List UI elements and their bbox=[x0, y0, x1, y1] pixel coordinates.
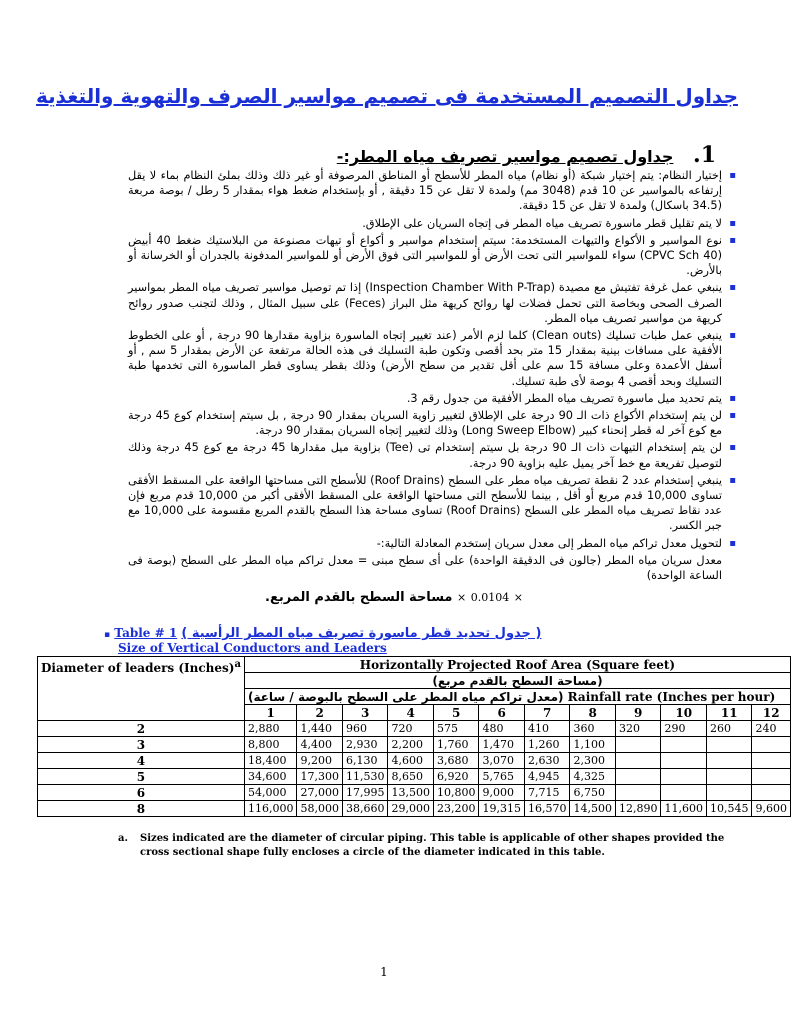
table-cell bbox=[706, 769, 752, 785]
table-cell bbox=[706, 737, 752, 753]
list-item: ▪ لا يتم تقليل قطر ماسورة تصريف مياه المطر فى إتجاه السريان على الإطلاق. bbox=[362, 216, 736, 230]
column-header: 10 bbox=[661, 705, 707, 721]
table-row bbox=[38, 801, 791, 817]
table-cell: 2,930 bbox=[342, 737, 388, 753]
list-item: ▪ ينبغي عمل غرفة تفتيش مع مصيدة (Inspection Chamber With P-Trap) إذا تم توصيل مواسير تصريف مياه المطر بمواسير الصرف الصحى وبخاصة التى تحمل فضلات لها روائح كريهة مثل البراز (Feces) على سبيل المثال , وذلك لتجنب صدور روائح كريهة من مواسير تصريف مياه المطر. bbox=[128, 281, 736, 325]
table-cell: 10,800 bbox=[433, 785, 479, 801]
table-row bbox=[38, 737, 791, 753]
table-cell: 3,070 bbox=[479, 753, 525, 769]
table-cell: 6,920 bbox=[433, 769, 479, 785]
table-cell: 14,500 bbox=[570, 801, 616, 817]
table-row bbox=[38, 721, 791, 737]
table-cell: 17,995 bbox=[342, 785, 388, 801]
table-cell: 19,315 bbox=[479, 801, 525, 817]
table-cell bbox=[615, 769, 661, 785]
list-item: ▪ ينبغي إستخدام عدد 2 نقطة تصريف مياه مطر على السطح (Roof Drains) للأسطح التى مساحتها الواقعة على المسقط الأفقى تساوى 10,000 قدم مربع أو أقل , بينما للأسطح التى مساحتها الواقعة على المسقط الأفقى أكبر من 10,000 قدم مربع فإن عدد نقاط تصريف مياه المطر على السطح (Roof Drains) تساوى مساحة هذا السطح بالقدم المربع مقسومة على 10,000 مع جبر الكسر. bbox=[128, 473, 736, 533]
section-label: جداول تصميم مواسير تصريف مياه المطر:- bbox=[336, 147, 674, 166]
column-header: 8 bbox=[570, 705, 616, 721]
column-header: 11 bbox=[706, 705, 752, 721]
list-item: ▪ يتم تحديد ميل ماسورة تصريف مياه المطر الأفقية من جدول رقم 3. bbox=[406, 391, 736, 405]
table-cell: 7,715 bbox=[524, 785, 570, 801]
table-cell: 1,100 bbox=[570, 737, 616, 753]
section-heading bbox=[337, 142, 716, 168]
table-cell: 27,000 bbox=[297, 785, 343, 801]
table-row bbox=[38, 769, 791, 785]
table-cell: 720 bbox=[388, 721, 434, 737]
row-diameter: 4 bbox=[38, 753, 245, 769]
table-cell: 240 bbox=[752, 721, 791, 737]
list-item: ▪ لن يتم إستخدام الأكواع ذات الـ 90 درجة على الإطلاق لتغيير زاوية السريان بمقدار 90 درجة , بل سيتم إستخدام كوع 45 درجة مع كوع آخر له قطر إنحناء كبير (Long Sweep Elbow) وذلك لتغيير إتجاه السريان بمقدار 90 درجة. bbox=[128, 409, 736, 438]
table-cell: 6,750 bbox=[570, 785, 616, 801]
table-cell: 4,600 bbox=[388, 753, 434, 769]
bullet-icon: ▪ bbox=[729, 442, 736, 454]
list-item: معدل سريان مياه المطر (جالون فى الدقيقة الواحدة) على أى سطح مبنى = معدل تراكم مياه المطر على السطح (بوصة فى الساعة الواحدة) bbox=[128, 553, 722, 583]
column-header: 7 bbox=[524, 705, 570, 721]
table-cell: 1,470 bbox=[479, 737, 525, 753]
rainfall-header-english: Rainfall rate (Inches per hour) bbox=[567, 689, 776, 704]
table-cell: 11,530 bbox=[342, 769, 388, 785]
table-cell: 9,000 bbox=[479, 785, 525, 801]
table-subtitle: Size of Vertical Conductors and Leaders bbox=[118, 641, 387, 655]
table-cell: 360 bbox=[570, 721, 616, 737]
table-cell: 2,630 bbox=[524, 753, 570, 769]
table-cell: 34,600 bbox=[244, 769, 297, 785]
table-cell: 2,880 bbox=[244, 721, 297, 737]
table-cell: 1,260 bbox=[524, 737, 570, 753]
table-cell bbox=[615, 753, 661, 769]
bullet-icon: ▪ bbox=[729, 410, 736, 422]
table-cell bbox=[615, 785, 661, 801]
table-cell bbox=[661, 769, 707, 785]
table-cell: 290 bbox=[661, 721, 707, 737]
table-cell bbox=[615, 737, 661, 753]
table-cell: 16,570 bbox=[524, 801, 570, 817]
table-cell: 4,400 bbox=[297, 737, 343, 753]
page-title: جداول التصميم المستخدمة فى تصميم مواسير الصرف والتهوية والتغذية bbox=[36, 84, 738, 108]
formula-area: مساحة السطح بالقدم المربع. bbox=[265, 590, 453, 605]
rainfall-header bbox=[244, 689, 790, 705]
table-cell: 4,945 bbox=[524, 769, 570, 785]
formula-constant: 0.0104 bbox=[470, 591, 510, 604]
list-item: ▪ إختيار النظام: يتم إختيار شبكة (أو نظام) مياه المطر للأسطح أو المناطق المرصوفة أو غير ذلك وذلك بملئ النظام بماء لا يقل إرتفاعه بالمواسير عن 10 قدم (3048 مم) ولمدة لا تقل عن 15 دقيقة , أو بإستخدام ضغط هواء بمقدار 5 رطل / بوصة مربعة (34.5 باسكال) ولمدة لا تقل عن 15 دقيقة. bbox=[128, 169, 736, 213]
table-caption-arabic: ( جدول تحديد قطر ماسورة تصريف مياه المطر الرأسية ) bbox=[181, 626, 542, 641]
bullet-icon: ▪ bbox=[729, 392, 736, 404]
column-header: 6 bbox=[479, 705, 525, 721]
footnote-text: Sizes indicated are the diameter of circular piping. This table is applicable of other shapes provided the cross sectional shape fully encloses a circle of the diameter indicated in this table. bbox=[140, 833, 725, 858]
table-row bbox=[38, 785, 791, 801]
formula bbox=[265, 590, 523, 605]
table-number: Table # 1 bbox=[114, 626, 178, 640]
list-item: ▪ ينبغي عمل طبات تسليك (Clean outs) كلما لزم الأمر (عند تغيير إتجاه الماسورة بزاوية مقدارها 90 درجة , أو على الخطوط الأفقية على مسافات بينية بمقدار 15 متر بحد أقصى وتكون طبة التسليك فى هذه الحالة مرتفعة عن الأرض بمقدار 5 سم , أو أسفل الأعمدة وعلى مسافة 15 سم على أقل تقدير من سطح الأرض) وذلك بقطر يساوى قطر الماسورة التى تخدمها طبة التسليك وبحد أقصى 4 بوصة لأى طبة تسليك. bbox=[128, 329, 736, 388]
column-header: 2 bbox=[297, 705, 343, 721]
column-header: 1 bbox=[244, 705, 297, 721]
formula-times: × bbox=[457, 591, 467, 604]
leader-header: Diameter of leaders (Inches)$^a$ bbox=[38, 657, 245, 721]
table-cell: 260 bbox=[706, 721, 752, 737]
table-cell: 116,000 bbox=[244, 801, 297, 817]
table-cell bbox=[661, 753, 707, 769]
table-cell bbox=[752, 753, 791, 769]
table-cell: 29,000 bbox=[388, 801, 434, 817]
table-cell bbox=[752, 769, 791, 785]
table-cell: 17,300 bbox=[297, 769, 343, 785]
table-caption bbox=[104, 626, 728, 641]
table-cell: 320 bbox=[615, 721, 661, 737]
bullet-list bbox=[128, 168, 736, 585]
table-cell: 18,400 bbox=[244, 753, 297, 769]
list-item: ▪ لتحويل معدل تراكم مياه المطر إلى معدل سريان إستخدم المعادلة التالية:- bbox=[376, 536, 736, 550]
table-cell: 8,650 bbox=[388, 769, 434, 785]
table-cell bbox=[752, 737, 791, 753]
footnote bbox=[118, 832, 738, 860]
table-cell: 1,440 bbox=[297, 721, 343, 737]
row-diameter: 8 bbox=[38, 801, 245, 817]
table-cell: 2,300 bbox=[570, 753, 616, 769]
area-header-arabic: (مساحة السطح بالقدم مربع) bbox=[244, 673, 790, 689]
table-cell: 12,890 bbox=[615, 801, 661, 817]
table-cell: 38,660 bbox=[342, 801, 388, 817]
footnote-mark: a. bbox=[118, 833, 128, 844]
table-cell: 54,000 bbox=[244, 785, 297, 801]
bullet-icon: ▪ bbox=[729, 234, 736, 246]
bullet-icon: ▪ bbox=[729, 217, 736, 229]
area-header: Horizontally Projected Roof Area (Square feet) bbox=[244, 657, 790, 673]
bullet-icon: ▪ bbox=[729, 537, 736, 549]
bullet-icon: ▪ bbox=[729, 170, 736, 181]
data-table bbox=[37, 656, 791, 817]
table-cell: 575 bbox=[433, 721, 479, 737]
table-cell: 6,130 bbox=[342, 753, 388, 769]
column-header: 12 bbox=[752, 705, 791, 721]
list-item: ▪ نوع المواسير و الأكواع والتيهات المستخدمة: سيتم إستخدام مواسير و أكواع أو تيهات مصنوعة من البلاستيك ضغط 40 أبيض (CPVC Sch 40) سواء للمواسير التى تحت الأرض أو للمواسير التى فوق الأرض أو للمواسير المدفونة بالجدران أو الخرسانة أو بالأرض. bbox=[128, 233, 736, 278]
table-cell bbox=[752, 785, 791, 801]
table-row bbox=[38, 753, 791, 769]
table-cell: 23,200 bbox=[433, 801, 479, 817]
table-cell bbox=[706, 753, 752, 769]
table-cell: 2,200 bbox=[388, 737, 434, 753]
table-cell: 1,760 bbox=[433, 737, 479, 753]
table-cell: 4,325 bbox=[570, 769, 616, 785]
row-diameter: 5 bbox=[38, 769, 245, 785]
formula-times: × bbox=[513, 591, 523, 604]
table-cell bbox=[661, 785, 707, 801]
table-cell: 3,680 bbox=[433, 753, 479, 769]
page-number: 1 bbox=[380, 965, 388, 979]
table-cell: 960 bbox=[342, 721, 388, 737]
table-cell: 9,200 bbox=[297, 753, 343, 769]
row-diameter: 6 bbox=[38, 785, 245, 801]
bullet-icon: ▪ bbox=[729, 330, 736, 342]
table-row bbox=[38, 657, 791, 673]
table-cell: 480 bbox=[479, 721, 525, 737]
table-cell: 410 bbox=[524, 721, 570, 737]
column-header: 3 bbox=[342, 705, 388, 721]
row-diameter: 2 bbox=[38, 721, 245, 737]
table-cell: 5,765 bbox=[479, 769, 525, 785]
column-header: 5 bbox=[433, 705, 479, 721]
column-header: 9 bbox=[615, 705, 661, 721]
section-number: 1. bbox=[693, 142, 716, 168]
table-cell bbox=[661, 737, 707, 753]
table-cell bbox=[706, 785, 752, 801]
row-diameter: 3 bbox=[38, 737, 245, 753]
table-cell: 9,600 bbox=[752, 801, 791, 817]
list-item: ▪ لن يتم إستخدام التيهات ذات الـ 90 درجة بل سيتم إستخدام تى (Tee) بزاوية ميل مقدارها 45 درجة مع كوع 45 درجة وذلك لتوصيل تفريعة مع خط آخر يميل عليه بزاوية 90 درجة. bbox=[128, 441, 736, 470]
table-cell: 11,600 bbox=[661, 801, 707, 817]
table-cell: 13,500 bbox=[388, 785, 434, 801]
bullet-icon: ▪ bbox=[104, 630, 111, 640]
rainfall-header-arabic: (معدل تراكم مياه المطر على السطح بالبوصة / ساعة) bbox=[247, 689, 564, 704]
table-cell: 10,545 bbox=[706, 801, 752, 817]
column-header: 4 bbox=[388, 705, 434, 721]
table-cell: 8,800 bbox=[244, 737, 297, 753]
bullet-icon: ▪ bbox=[729, 282, 736, 294]
table-cell: 58,000 bbox=[297, 801, 343, 817]
bullet-icon: ▪ bbox=[729, 474, 736, 486]
